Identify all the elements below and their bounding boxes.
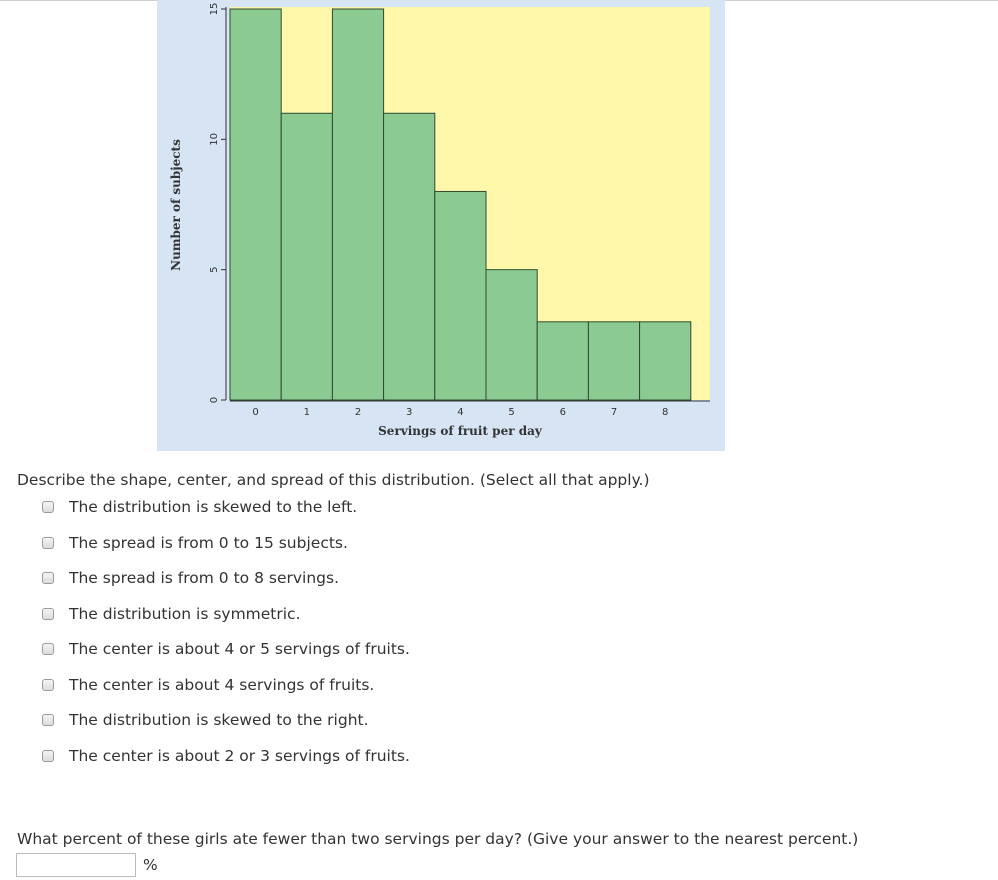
option-label: The spread is from 0 to 8 servings. <box>69 569 340 587</box>
y-tick-label: 0 <box>209 396 220 404</box>
option-checkbox[interactable] <box>42 643 54 655</box>
x-tick-label: 4 <box>457 407 464 418</box>
option-checkbox[interactable] <box>42 537 54 549</box>
option-checkbox[interactable] <box>42 750 54 762</box>
option-label: The spread is from 0 to 15 subjects. <box>69 534 348 552</box>
option-checkbox[interactable] <box>42 608 54 620</box>
option-item[interactable] <box>42 492 642 522</box>
option-item[interactable] <box>42 705 642 735</box>
question-2-prompt: What percent of these girls ate fewer than two servings per day? (Give your answer to the nearest percent.) <box>17 830 859 848</box>
y-axis-title: Number of subjects <box>169 139 183 271</box>
x-axis-title: Servings of fruit per day <box>378 424 542 438</box>
x-tick-label: 7 <box>610 407 618 418</box>
option-label: The center is about 2 or 3 servings of fruits. <box>69 747 410 765</box>
option-item[interactable] <box>42 528 642 558</box>
histogram-bar <box>230 9 281 400</box>
x-tick-label: 8 <box>662 407 669 418</box>
percent-unit: % <box>143 856 158 874</box>
option-label: The center is about 4 or 5 servings of fruits. <box>69 640 410 658</box>
histogram-bar <box>486 270 537 400</box>
option-item[interactable] <box>42 599 642 629</box>
option-checkbox[interactable] <box>42 501 54 513</box>
histogram-bar <box>384 113 435 400</box>
option-label: The distribution is skewed to the right. <box>69 711 369 729</box>
histogram-bar <box>537 322 588 400</box>
histogram-bar <box>435 191 486 400</box>
percent-answer-input[interactable] <box>16 853 136 877</box>
x-tick-label: 2 <box>354 407 362 418</box>
question-1-prompt: Describe the shape, center, and spread of this distribution. (Select all that apply.) <box>17 471 650 489</box>
histogram-bar <box>588 322 639 400</box>
option-label: The distribution is symmetric. <box>69 605 301 623</box>
histogram-bar <box>332 9 383 400</box>
option-item[interactable] <box>42 741 642 771</box>
option-checkbox[interactable] <box>42 714 54 726</box>
x-tick-label: 1 <box>303 407 310 418</box>
option-item[interactable] <box>42 670 642 700</box>
x-tick-label: 0 <box>252 407 259 418</box>
option-checkbox[interactable] <box>42 572 54 584</box>
option-label: The center is about 4 servings of fruits. <box>69 676 375 694</box>
option-label: The distribution is skewed to the left. <box>69 498 358 516</box>
y-tick-label: 10 <box>209 132 220 146</box>
x-tick-label: 6 <box>559 407 566 418</box>
x-tick-label: 3 <box>406 407 413 418</box>
histogram-chart <box>157 0 725 451</box>
histogram-bar <box>281 113 332 400</box>
histogram-bar <box>640 322 691 400</box>
answer-row <box>16 853 158 877</box>
option-item[interactable] <box>42 634 642 664</box>
histogram-panel <box>157 0 725 451</box>
option-item[interactable] <box>42 563 642 593</box>
option-checkbox[interactable] <box>42 679 54 691</box>
y-tick-label: 15 <box>209 2 220 16</box>
y-tick-label: 5 <box>209 266 220 273</box>
x-tick-label: 5 <box>508 407 515 418</box>
